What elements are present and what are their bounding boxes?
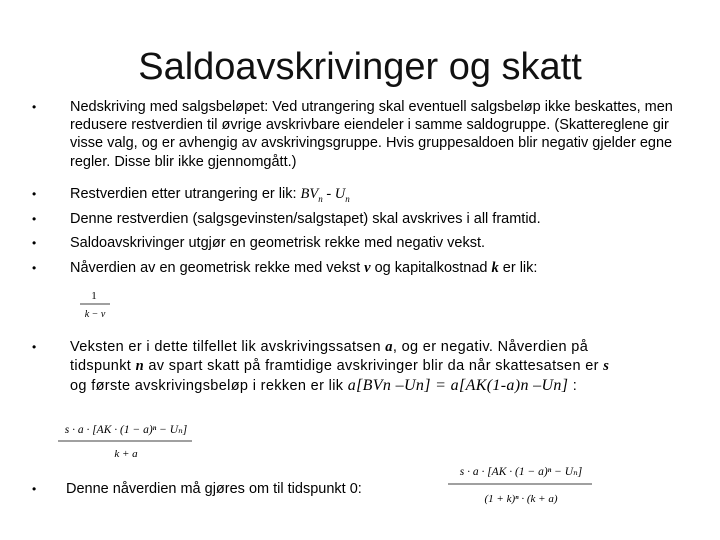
bullet-text: Nedskriving med salgsbeløpet: Ved utrangering skal eventuell salgsbeløp ikke beskattes, men redusere restverdien til øvrige avskrivbare eiendeler i samme saldogruppe. (Skattereglene gir visse valg, og er avhengig av avskrivingsgruppe. Hvis gruppesaldoen blir negativ gjelder egne regler. Disse blir ikke gjennomgått.) [70, 99, 673, 170]
bullet-text: Saldoavskrivinger utgjør en geometrisk rekke med negativ vekst. [70, 235, 486, 251]
bullet-text: Restverdien etter utrangering er lik: [70, 186, 301, 202]
var-k: k [491, 260, 499, 276]
formula-bv: $BV_n - U_n$ [300, 186, 350, 204]
bullet-text: Denne restverdien (salgsgevinsten/salgstapet) skal avskrives i all framtid. [70, 211, 541, 227]
formula-denominator: k − v [84, 309, 106, 320]
var-n: n [135, 358, 144, 374]
bullet-veksten [32, 338, 700, 396]
var-s: s [603, 358, 610, 374]
formula-denominator: (1 + k)ⁿ · (k + a) [484, 493, 558, 505]
var-a: a [385, 339, 393, 355]
bullet-dot: • [32, 261, 37, 275]
bullet-naverdi [32, 259, 700, 277]
formula-pv-at-0 [446, 458, 596, 512]
bullet-geometrisk [32, 234, 700, 252]
slide-title: Saldoavskrivinger og skatt [138, 46, 582, 88]
bullet-line-3: og første avskrivingsbeløp i rekken er lik a[BVn –Un] = a[AK(1-a)n –Un] : [70, 377, 578, 394]
bullet-dot: • [32, 482, 37, 496]
bullet-dot: • [32, 212, 37, 226]
bullet-restverdien [32, 185, 700, 208]
bullet-line-1: Veksten er i dette tilfellet lik avskrivingssatsen a, og er negativ. Nåverdien på [70, 339, 589, 355]
formula-numerator: s · a · [AK · (1 − a)ⁿ − Uₙ] [64, 424, 188, 436]
bullet-dot: • [32, 187, 37, 201]
formula-geometric-pv [78, 288, 114, 322]
bullet-text: Denne nåverdien må gjøres om til tidspunkt 0: [66, 481, 362, 497]
formula-numerator: s · a · [AK · (1 − a)ⁿ − Uₙ] [459, 466, 583, 478]
bullet-line-2: tidspunkt n av spart skatt på framtidige avskrivinger blir da når skattesatsen er s [70, 358, 610, 374]
formula-numerator: 1 [91, 290, 97, 302]
bullet-dot: • [32, 236, 37, 250]
bullet-dot: • [32, 340, 37, 354]
var-v: v [364, 260, 371, 276]
bullet-text-end: er lik: [498, 260, 538, 276]
bullet-salgsgevinst [32, 210, 700, 228]
formula-denominator: k + a [114, 448, 138, 460]
formula-first-amount: a[BVn –Un] = a[AK(1-a)n –Un] [347, 377, 569, 394]
bullet-nedskriving [32, 98, 700, 171]
formula-pv-at-n [56, 418, 196, 464]
bullet-text-mid: og kapitalkostnad [370, 260, 492, 276]
bullet-text: Nåverdien av en geometrisk rekke med vekst [70, 260, 365, 276]
bullet-dot: • [32, 100, 37, 114]
bullet-tidspunkt-0 [32, 480, 696, 498]
